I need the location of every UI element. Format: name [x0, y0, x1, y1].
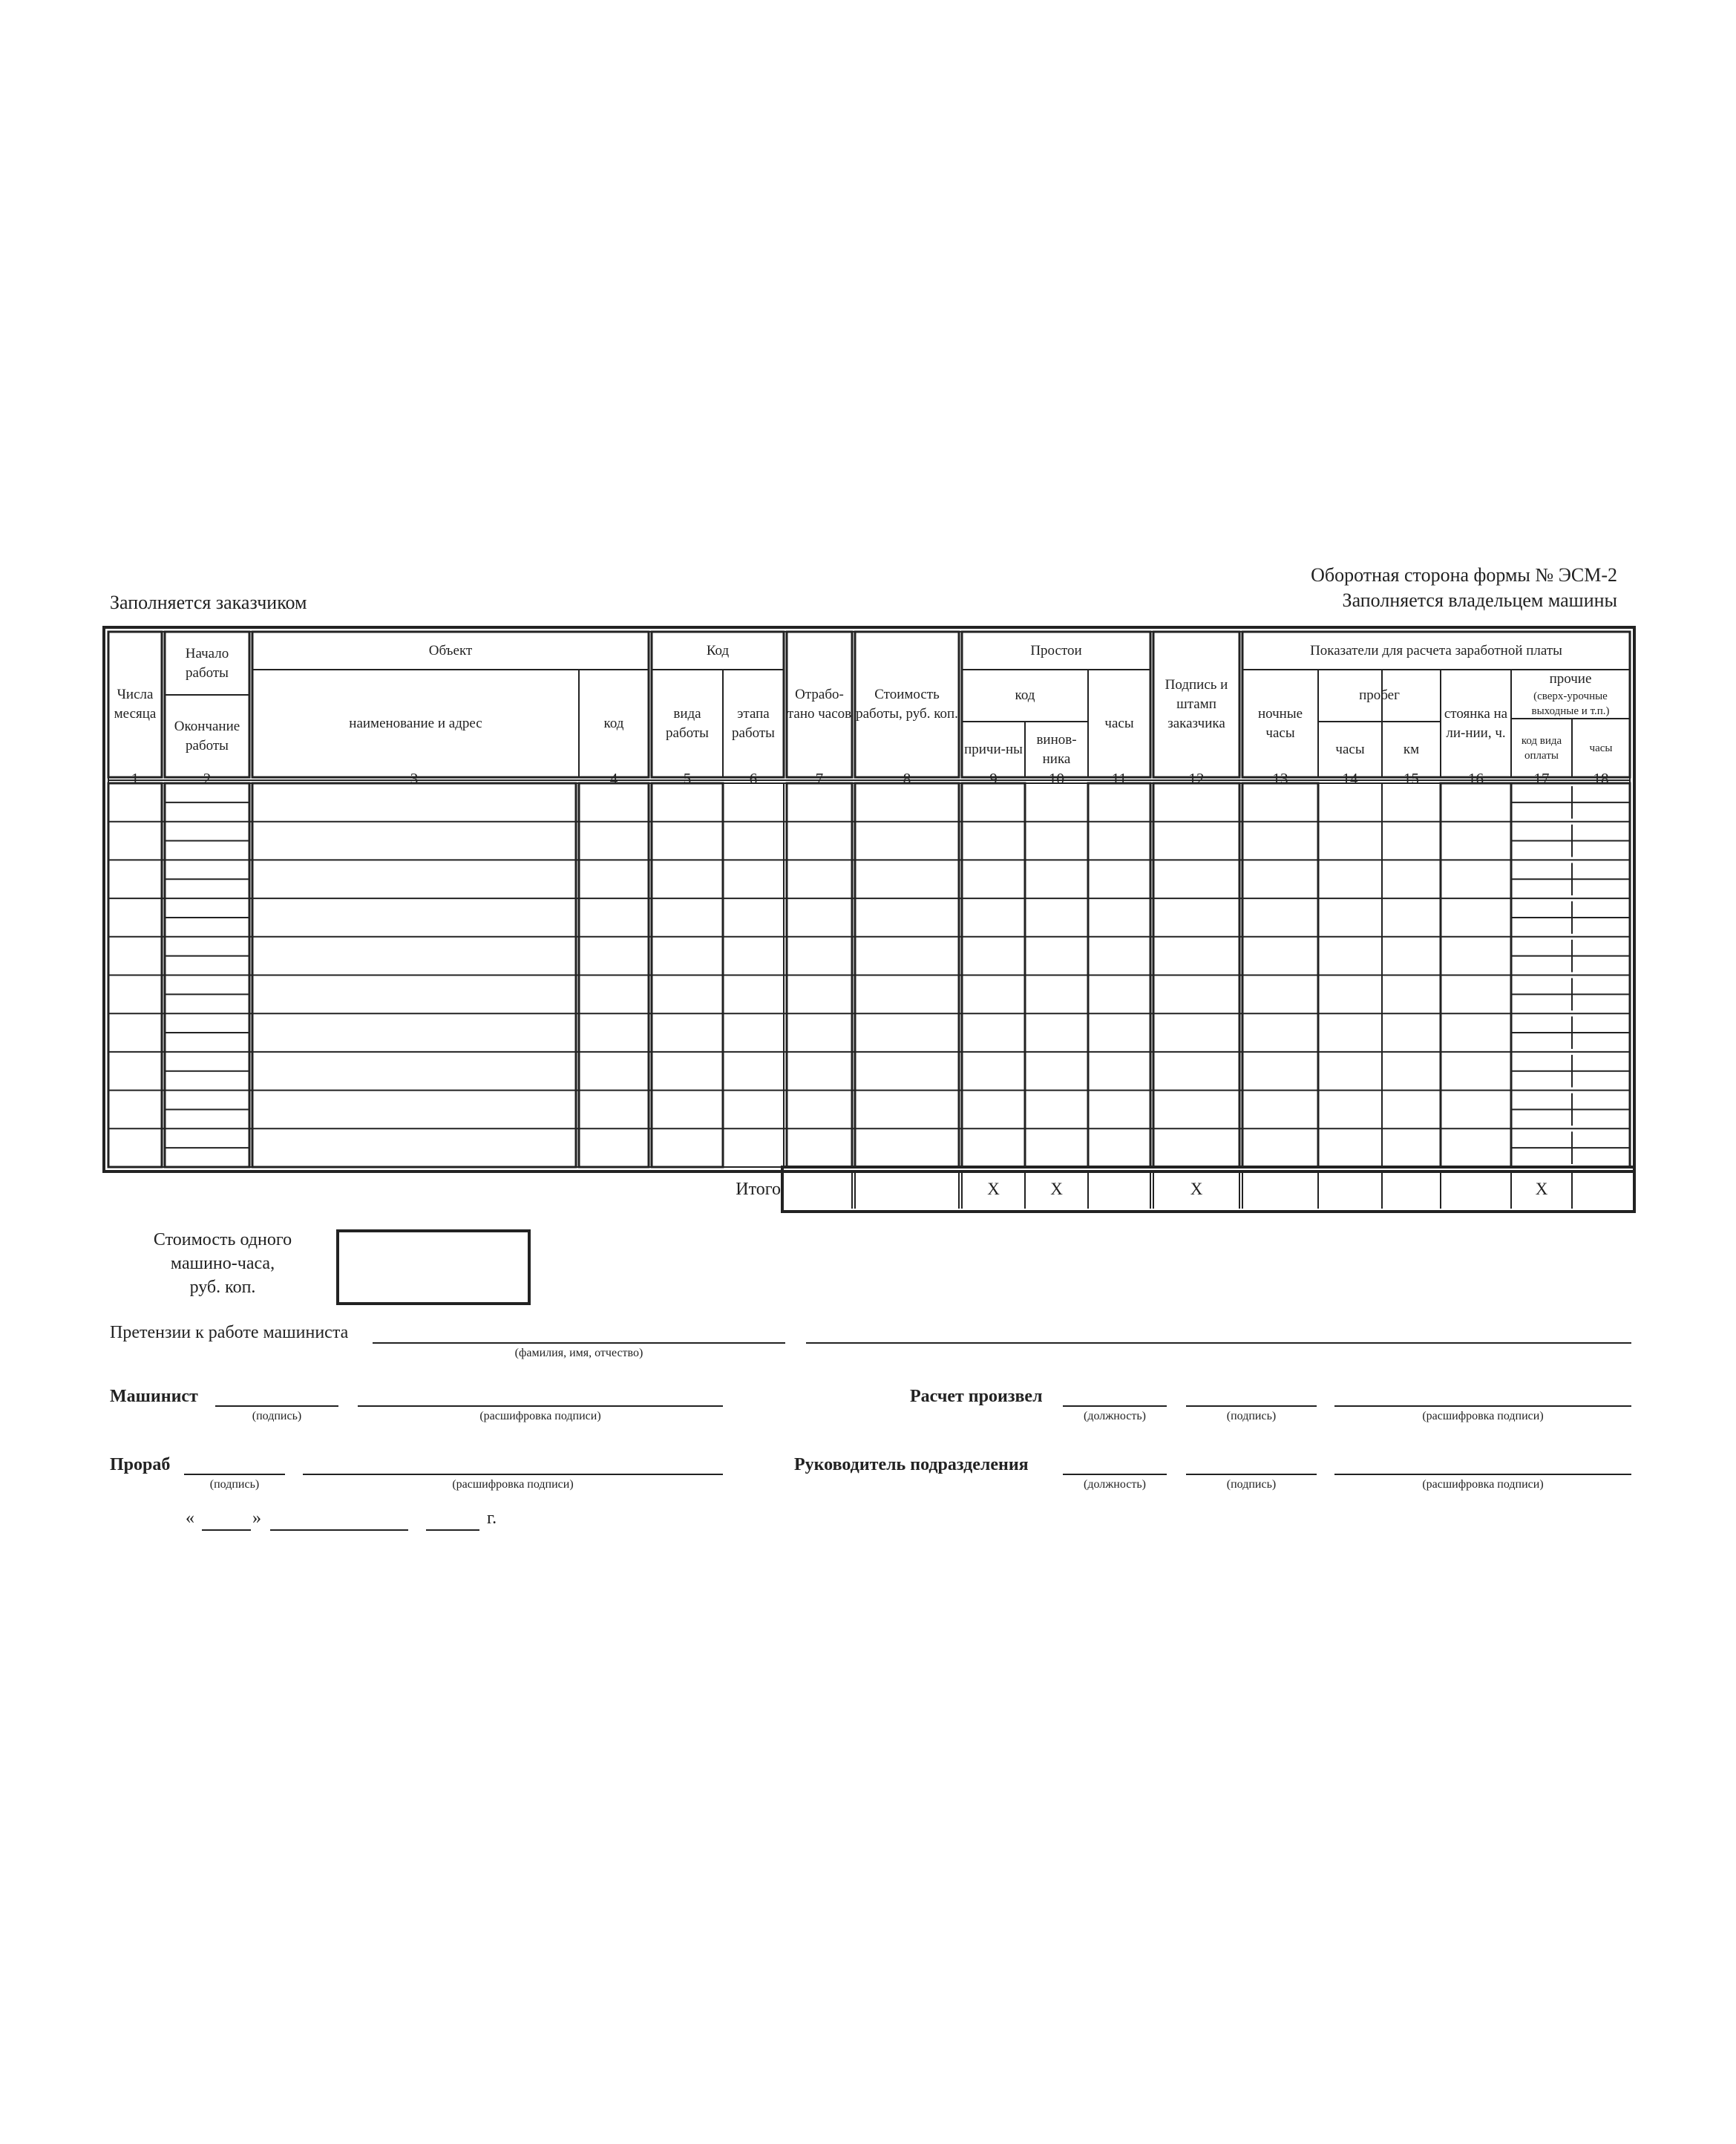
column-number: 4	[609, 770, 618, 788]
header-object-code: код	[603, 715, 624, 731]
total-x-signature: Х	[1190, 1180, 1203, 1198]
header-work-type: вида работы	[666, 705, 709, 741]
column-number: 9	[989, 770, 998, 788]
column-number: 2	[203, 770, 212, 788]
machinist-decode-line[interactable]	[358, 1405, 723, 1407]
machinist-signature-line[interactable]	[215, 1405, 338, 1407]
head-of-division-label: Руководитель подразделения	[794, 1455, 1029, 1474]
calc-signature-caption: (подпись)	[1226, 1410, 1277, 1422]
foreman-decode-line[interactable]	[303, 1474, 723, 1475]
total-x-pay-code: Х	[1535, 1180, 1548, 1198]
header-downtime-code: код	[1015, 687, 1035, 703]
foreman-decode-caption: (расшифровка подписи)	[452, 1478, 574, 1491]
date-close-quote: »	[252, 1509, 261, 1528]
header-end: Окончание работы	[174, 718, 240, 754]
column-number: 14	[1342, 770, 1358, 788]
column-number: 5	[683, 770, 692, 788]
column-number: 7	[815, 770, 824, 788]
header-parking: стоянка на ли-нии, ч.	[1444, 705, 1508, 741]
head-signature-caption: (подпись)	[1226, 1478, 1277, 1491]
header-customer-signature: Подпись и штамп заказчика	[1165, 677, 1228, 731]
column-number: 12	[1188, 770, 1205, 788]
header-start: Начало работы	[185, 645, 229, 681]
calc-position-caption: (должность)	[1084, 1410, 1146, 1422]
header-downtime-hours: часы	[1104, 715, 1134, 731]
cost-per-hour-label	[134, 1228, 312, 1299]
header-work-stage: этапа работы	[732, 705, 775, 741]
foreman-label: Прораб	[110, 1455, 171, 1474]
header-night-hours: ночные часы	[1257, 705, 1303, 741]
date-year-line[interactable]	[426, 1529, 479, 1531]
header-other-note: (сверх-урочные выходные и т.п.)	[1531, 690, 1610, 717]
header-other-label: прочие	[1549, 671, 1592, 687]
header-hours-worked: Отрабо-тано часов	[787, 687, 852, 722]
header-code: Код	[706, 642, 730, 658]
header-object-name: наименование и адрес	[349, 715, 482, 731]
claims-text-line[interactable]	[806, 1342, 1631, 1344]
foreman-signature-caption: (подпись)	[209, 1478, 260, 1491]
column-number: 11	[1111, 770, 1127, 788]
header-other	[1511, 670, 1630, 719]
header-mileage-km: км	[1403, 741, 1420, 757]
date-day-line[interactable]	[202, 1529, 251, 1531]
column-number: 8	[903, 770, 911, 788]
form-title: Оборотная сторона формы № ЭСМ-2	[1311, 564, 1617, 586]
machinist-signature-caption: (подпись)	[252, 1410, 302, 1422]
total-x-reason: Х	[987, 1180, 1000, 1198]
head-decode-caption: (расшифровка подписи)	[1422, 1478, 1544, 1491]
column-number: 18	[1593, 770, 1609, 788]
cost-label-line-2: машино-часа,	[170, 1254, 275, 1273]
machinist-label: Машинист	[110, 1387, 198, 1406]
foreman-signature-line[interactable]	[184, 1474, 285, 1475]
date-open-quote: «	[186, 1509, 194, 1528]
header-mileage-hours: часы	[1335, 741, 1365, 757]
date-year-suffix: г.	[487, 1509, 497, 1528]
column-number: 10	[1049, 770, 1064, 788]
header-days: Числа месяца	[114, 687, 157, 722]
claims-fio-caption: (фамилия, имя, отчество)	[514, 1347, 643, 1359]
column-number: 16	[1468, 770, 1484, 788]
header-mileage: пробег	[1359, 687, 1400, 703]
header-pay-code: код вида оплаты	[1521, 734, 1562, 762]
column-number: 3	[410, 770, 419, 788]
head-decode-line[interactable]	[1334, 1474, 1631, 1475]
total-label: Итого	[736, 1180, 781, 1199]
total-x-culprit: Х	[1050, 1180, 1063, 1198]
customer-note: Заполняется заказчиком	[110, 592, 307, 613]
column-number: 6	[749, 770, 758, 788]
machinist-decode-caption: (расшифровка подписи)	[479, 1410, 601, 1422]
calculated-by-label: Расчет произвел	[910, 1387, 1043, 1406]
calc-signature-line[interactable]	[1186, 1405, 1317, 1407]
header-cost: Стоимость работы, руб. коп.	[856, 687, 958, 722]
header-culprit: винов-ника	[1036, 731, 1077, 767]
column-number: 1	[131, 770, 140, 788]
owner-note: Заполняется владельцем машины	[1342, 589, 1617, 611]
claims-label: Претензии к работе машиниста	[110, 1323, 349, 1342]
column-number: 15	[1403, 770, 1419, 788]
calc-position-line[interactable]	[1063, 1405, 1167, 1407]
column-number: 13	[1272, 770, 1288, 788]
calc-decode-line[interactable]	[1334, 1405, 1631, 1407]
header-salary-indicators: Показатели для расчета заработной платы	[1310, 642, 1562, 658]
head-signature-line[interactable]	[1186, 1474, 1317, 1475]
cost-label-line-1: Стоимость одного	[153, 1230, 292, 1249]
head-position-line[interactable]	[1063, 1474, 1167, 1475]
calc-decode-caption: (расшифровка подписи)	[1422, 1410, 1544, 1422]
header-object: Объект	[428, 642, 473, 658]
date-month-line[interactable]	[270, 1529, 408, 1531]
column-number: 17	[1533, 770, 1550, 788]
cost-per-hour-field[interactable]	[336, 1229, 531, 1305]
head-position-caption: (должность)	[1084, 1478, 1146, 1491]
cost-label-line-3: руб. коп.	[189, 1278, 256, 1297]
claims-fio-line[interactable]	[373, 1342, 785, 1344]
header-other-hours: часы	[1589, 742, 1613, 754]
header-downtime: Простои	[1030, 642, 1082, 658]
header-reason: причи-ны	[964, 741, 1023, 757]
